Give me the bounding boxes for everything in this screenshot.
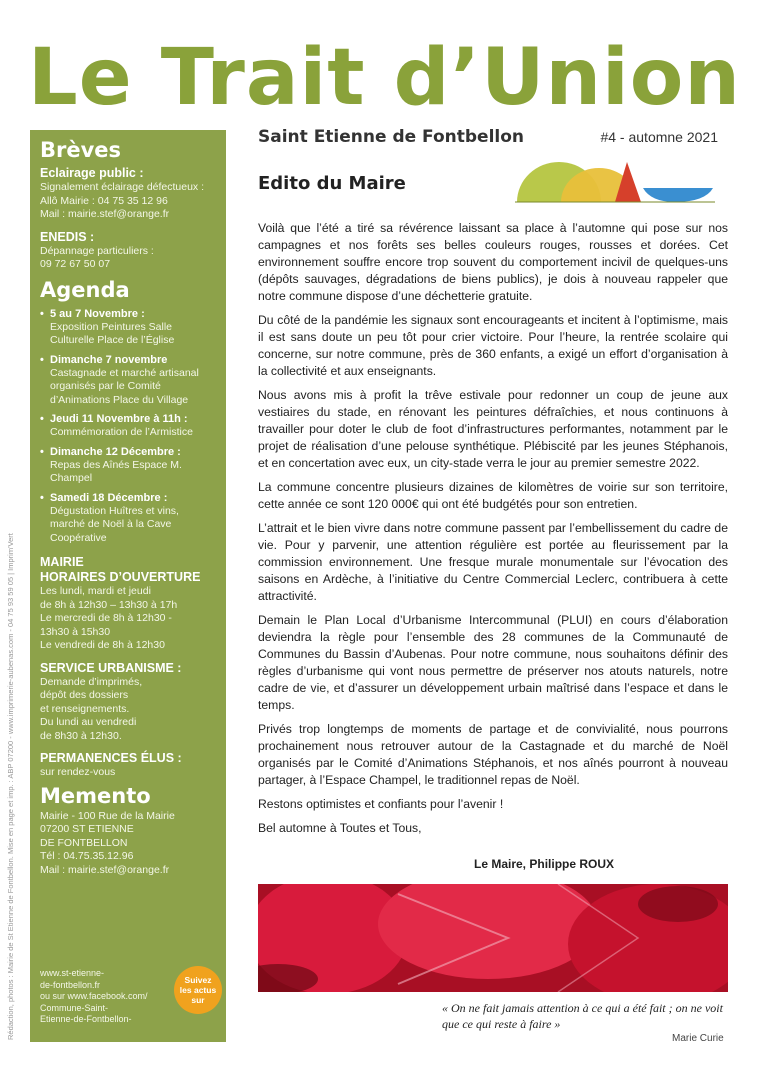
memento-title: Memento — [40, 783, 151, 808]
agenda-item — [40, 412, 216, 440]
edito-paragraph: La commune concentre plusieurs dizaines de kilomètres de voirie sur son territoire, cette année ce sont 120 000€ qui ont été budgétés pour son entretien. — [258, 480, 728, 511]
edito-paragraph: Voilà que l’été a tiré sa révérence laissant sa place à l’automne qui pose sur nos campagnes et nos forêts ses belles couleurs rouges, rousses et dorées. Cet environnement souffre encore trop souvent du comportement incivil de quelques-uns (dépôts sauvages, dégradations de biens publics), je dois à nouveau rappeler que notre commune dispose d’une déchetterie gratuite. — [258, 221, 728, 303]
link-line[interactable]: Commune-Saint- — [40, 1002, 109, 1013]
eclairage-phone: Allô Mairie : 04 75 35 12 96 — [40, 194, 168, 207]
quote-author: Marie Curie — [672, 1033, 724, 1044]
agenda-item — [40, 491, 216, 546]
edito-paragraph: Nous avons mis à profit la trêve estivale pour redonner un coup de jeune aux vestiaires du stade, en rénovant les peintures défraîchies, et nous continuons à travailler pour doter le club de foot d’infrastructures performantes, notamment par le projet de réalisation d’une pelouse synthétique. Plébiscité par les jeunes Stéphanois, et en concertation avec eux, un city-stade verra le jour au premier semestre 2022. — [258, 388, 728, 470]
agenda-item-text: Castagnade et marché artisanal organisés par le Comité d’Animations Place du Village — [50, 366, 199, 406]
agenda-title: Agenda — [40, 277, 130, 302]
horaires-line: 13h30 à 15h30 — [40, 625, 111, 638]
horaires-line: Les lundi, mardi et jeudi — [40, 585, 151, 597]
eclairage-text: Signalement éclairage défectueux : — [40, 181, 205, 193]
memento-line: Tél : 04.75.35.12.96 — [40, 850, 134, 862]
agenda-item-text: Dégustation Huîtres et vins, marché de Noël à la Cave Coopérative — [50, 504, 179, 544]
town-name: Saint Etienne de Fontbellon — [258, 127, 525, 147]
edito-paragraph: Demain le Plan Local d’Urbanisme Intercommunal (PLUI) en cours d’élaboration deviendra la règle pour l’ensemble des 28 communes de la Communauté de Communes du Bassin d’Aubenas. Pour notre commune, nous souhaitons définir des règles d’urbanisme qui vont nous permettre de préserver nos atouts naturels, notre cadre de vie, et d’assurer un développement urbain maîtrisé dans l’espace et dans le temps. — [258, 613, 728, 712]
agenda-item-text: Commémoration de l’Armistice — [50, 426, 193, 438]
link-line[interactable]: Etienne-de-Fontbellon- — [40, 1014, 132, 1024]
edito-body — [258, 220, 728, 844]
permanences-text: sur rendez-vous — [40, 766, 116, 778]
eclairage-mail[interactable]: Mail : mairie.stef@orange.fr — [40, 208, 170, 220]
urbanisme-line: Demande d’imprimés, — [40, 675, 143, 688]
agenda-list — [40, 307, 216, 546]
urbanisme-line: et renseignements. — [40, 702, 130, 715]
badge-line: Suivez — [184, 975, 212, 985]
horaires-line: Le mercredi de 8h à 12h30 - — [40, 612, 172, 624]
badge-line: les actus — [179, 985, 217, 995]
masthead-title: Le Trait d’Union — [28, 33, 741, 123]
edito-paragraph: Bel automne à Toutes et Tous, — [258, 821, 422, 835]
edito-title: Edito du Maire — [258, 173, 406, 194]
urbanisme-line: dépôt des dossiers — [40, 689, 129, 701]
follow-news-badge[interactable] — [174, 966, 222, 1014]
badge-line: sur — [191, 995, 205, 1005]
edito-paragraph: Restons optimistes et confiants pour l’avenir ! — [258, 797, 504, 811]
mayor-signature: Le Maire, Philippe ROUX — [474, 857, 615, 871]
agenda-item-title: • Dimanche 7 novembre — [50, 353, 168, 366]
horaires-line: de 8h à 12h30 – 13h30 à 17h — [40, 598, 178, 611]
memento-mail[interactable]: Mail : mairie.stef@orange.fr — [40, 863, 170, 876]
breves-title: Brèves — [40, 138, 122, 162]
agenda-item-title: • Samedi 18 Décembre : — [50, 491, 168, 504]
memento-line: DE FONTBELLON — [40, 836, 128, 849]
agenda-item-title: • Dimanche 12 Décembre : — [50, 445, 181, 458]
horaires-line: Le vendredi de 8h à 12h30 — [40, 639, 165, 651]
red-leaves-photo — [258, 884, 728, 992]
link-line[interactable]: ou sur www.facebook.com/ — [40, 991, 148, 1001]
agenda-item-text: Exposition Peintures Salle Culturelle Place de l’Église — [50, 320, 175, 346]
quote-text: « On ne fait jamais attention à ce qui a été fait ; on ne voit que ce qui reste à faire » — [442, 1001, 723, 1031]
urbanisme-line: Du lundi au vendredi — [40, 716, 137, 728]
issue-header — [258, 127, 718, 153]
agenda-item-title: • 5 au 7 Novembre : — [50, 307, 145, 320]
eclairage-title: Eclairage public : — [40, 166, 144, 180]
mairie-title: MAIRIE — [40, 555, 84, 569]
web-links[interactable] — [40, 968, 180, 1026]
enedis-phone: 09 72 67 50 07 — [40, 258, 111, 270]
urbanisme-line: de 8h30 à 12h30. — [40, 729, 122, 742]
link-line[interactable]: www.st-etienne- — [40, 968, 105, 978]
agenda-item-title: • Jeudi 11 Novembre à 11h : — [50, 413, 188, 425]
agenda-item — [40, 307, 216, 348]
edito-paragraph: Privés trop longtemps de moments de partage et de convivialité, nous pourrons prochainement nous retrouver autour de la Castagnade et du marché de Noël organisés par le Comité d’Animations Stéphanois, et nos aînés pourront à nouveau partager, à l’Espace Champel, le traditionnel repas de Noël. — [258, 722, 728, 787]
edito-paragraph: L’attrait et le bien vivre dans notre commune passent par l’embellissement du cadre de vie. Pour y parvenir, une attention régulière est portée au fleurissement par la commission environnement. Une fresque murale monumentale sur l’évocation des saisons en Ardèche, à l’initiative du Centre Commercial Leclerc, contribuera à cette attractivité. — [258, 521, 728, 603]
permanences-title: PERMANENCES ÉLUS : — [40, 751, 182, 765]
vertical-credit: Rédaction, photos : Mairie de St Etienne de Fontbellon. Mise en page et imp. : ABP 07200 - www.imprimerie-aubenas.com - 04 75 93 59 05 | Imprim'Vert — [6, 533, 15, 1040]
horaires-title: HORAIRES D’OUVERTURE — [40, 570, 201, 584]
memento-line: 07200 ST ETIENNE — [40, 823, 134, 835]
agenda-item — [40, 353, 216, 408]
agenda-item — [40, 445, 216, 486]
issue-number: #4 - automne 2021 — [600, 129, 718, 145]
enedis-title: ENEDIS : — [40, 229, 95, 244]
edito-paragraph: Du côté de la pandémie les signaux sont encourageants et incitent à l’optimisme, mais il est sans doute un peu tôt pour crier victoire. Pour l’heure, la rentrée scolaire qui concerne, sur notre commune, près de 360 enfants, a exigé un effort d’organisation à la collectivité et aux enseignants. — [258, 313, 728, 378]
village-logo-icon — [515, 158, 715, 204]
enedis-text: Dépannage particuliers : — [40, 244, 154, 257]
memento-line: Mairie - 100 Rue de la Mairie — [40, 809, 175, 822]
urbanisme-title: SERVICE URBANISME : — [40, 660, 182, 675]
agenda-item-text: Repas des Aînés Espace M. Champel — [50, 458, 182, 484]
link-line[interactable]: de-fontbellon.fr — [40, 979, 101, 990]
sidebar — [30, 130, 226, 1042]
